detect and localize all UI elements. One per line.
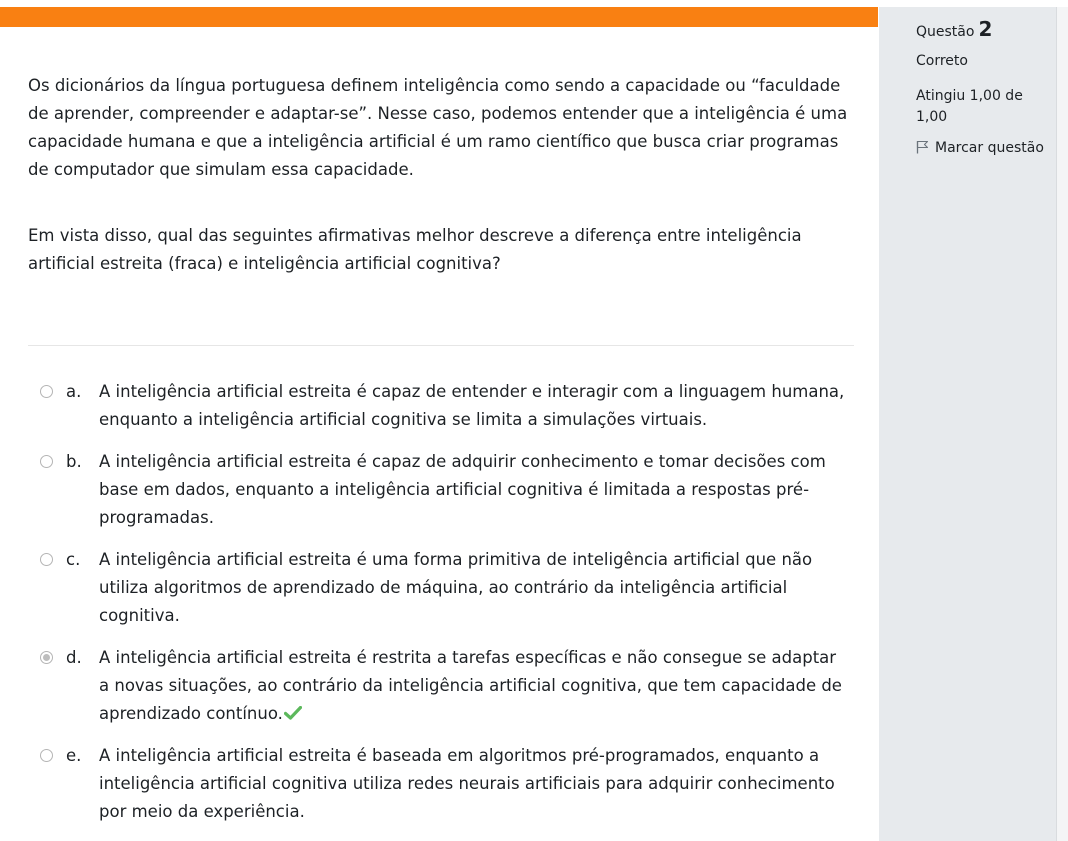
question-label: Questão (916, 24, 975, 40)
flag-label: Marcar questão (935, 140, 1044, 156)
divider (28, 345, 854, 346)
question-paragraph-1: Os dicionários da língua portuguesa definem inteligência como sendo a capacidade ou “faculdade de aprender, compreender e adaptar-se”. Nesse caso, podemos entender que a inteligência é uma capacidade humana e que a inteligência artificial é um ramo científico que busca criar programas de computador que simulam essa capacidade. (28, 76, 848, 179)
question-number-value: 2 (978, 17, 993, 41)
option-letter: e. (66, 746, 82, 765)
option-text: A inteligência artificial estreita é baseada em algoritmos pré-programados, enquanto a inteligência artificial cognitiva utiliza redes neurais artificiais para adquirir conhecimento por meio da experiência. (99, 746, 835, 821)
answer-option-a[interactable] (38, 378, 848, 434)
radio-button-c[interactable] (40, 553, 53, 566)
option-text: A inteligência artificial estreita é restrita a tarefas específicas e não consegue se adaptar a novas situações, ao contrário da inteligência artificial cognitiva, que tem capacidade de aprendizado contínuo. (99, 648, 842, 723)
option-letter: b. (66, 452, 82, 471)
option-letter: a. (66, 382, 82, 401)
accent-bar (0, 7, 878, 27)
radio-button-e[interactable] (40, 749, 53, 762)
check-icon (284, 706, 302, 720)
option-letter: d. (66, 648, 82, 667)
option-text: A inteligência artificial estreita é capaz de adquirir conhecimento e tomar decisões com base em dados, enquanto a inteligência artificial cognitiva é limitada a respostas pré-programadas. (99, 452, 826, 527)
answer-options (38, 378, 848, 840)
flag-question-link[interactable] (916, 140, 1044, 156)
question-state: Correto (916, 53, 968, 69)
page-edge (1056, 7, 1068, 841)
question-text (28, 72, 858, 278)
flag-icon (916, 140, 929, 154)
question-info-panel (879, 7, 1056, 841)
question-paragraph-2: Em vista disso, qual das seguintes afirmativas melhor descreve a diferença entre inteligência artificial estreita (fraca) e inteligência artificial cognitiva? (28, 226, 802, 273)
answer-option-b[interactable] (38, 448, 848, 532)
question-grade: Atingiu 1,00 de 1,00 (916, 88, 1023, 125)
radio-button-a[interactable] (40, 385, 53, 398)
question-number (916, 17, 992, 41)
option-letter: c. (66, 550, 81, 569)
answer-option-e[interactable] (38, 742, 848, 826)
answer-option-c[interactable] (38, 546, 848, 630)
answer-option-d[interactable] (38, 644, 848, 728)
radio-button-b[interactable] (40, 455, 53, 468)
page-edge-line (1056, 7, 1057, 841)
option-text: A inteligência artificial estreita é uma forma primitiva de inteligência artificial que não utiliza algoritmos de aprendizado de máquina, ao contrário da inteligência artificial cognitiva. (99, 550, 813, 625)
option-text: A inteligência artificial estreita é capaz de entender e interagir com a linguagem humana, enquanto a inteligência artificial cognitiva se limita a simulações virtuais. (99, 382, 845, 429)
radio-button-d[interactable] (40, 651, 53, 664)
